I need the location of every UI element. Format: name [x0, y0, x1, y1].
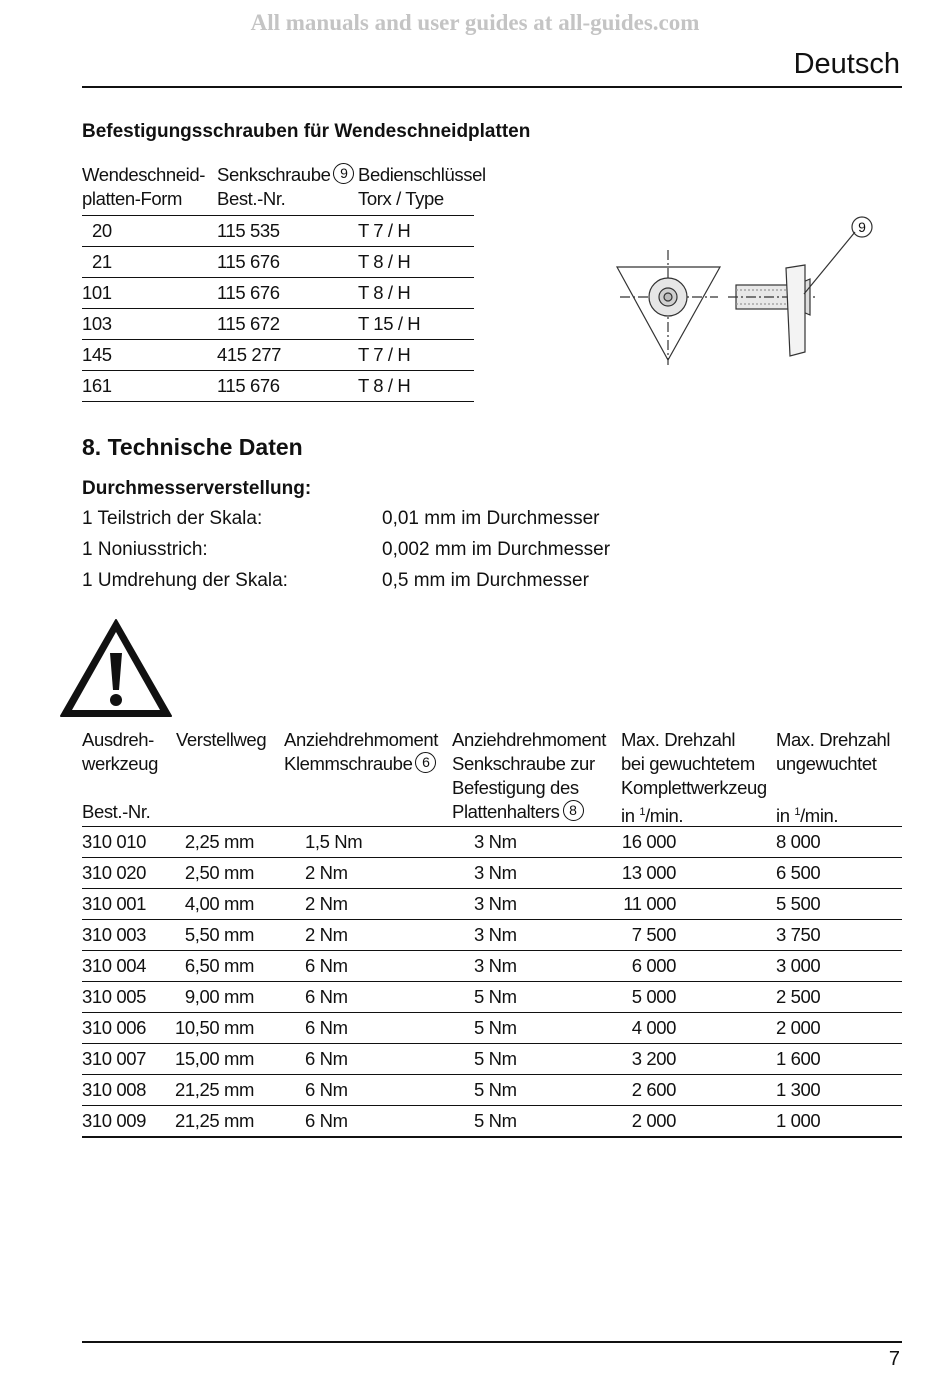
marker-6-icon: 6 — [415, 752, 436, 773]
tool-balanced-cell: 2 000 — [631, 1110, 676, 1131]
tool-unbalanced-cell: 5 500 — [776, 893, 821, 914]
spec-label-1: 1 Teilstrich der Skala: — [82, 508, 263, 529]
table-row — [82, 216, 474, 247]
screws-col-key: Bedienschlüssel Torx / Type — [358, 164, 486, 209]
tool-klemm-cell: 2 Nm — [305, 924, 348, 945]
tool-nr-cell: 310 008 — [82, 1079, 147, 1100]
tool-klemm-cell: 2 Nm — [305, 862, 348, 883]
warning-icon — [58, 617, 174, 719]
watermark: All manuals and user guides at all-guides.com — [250, 10, 700, 35]
screw-key-cell: T 8 / H — [358, 282, 411, 303]
tool-nr-cell: 310 001 — [82, 893, 147, 914]
spec-label-2: 1 Noniusstrich: — [82, 539, 208, 560]
screw-key-cell: T 7 / H — [358, 220, 411, 241]
tool-unbalanced-cell: 3 000 — [776, 955, 821, 976]
tool-klemm-cell: 2 Nm — [305, 893, 348, 914]
tool-klemm-cell: 1,5 Nm — [305, 831, 363, 852]
screw-form-cell: 21 — [92, 251, 112, 272]
screw-form-cell: 103 — [82, 313, 112, 334]
table-row — [82, 1013, 902, 1044]
tool-balanced-cell: 4 000 — [631, 1017, 676, 1038]
screw-key-cell: T 8 / H — [358, 251, 411, 272]
table-row — [82, 982, 902, 1013]
spec-value-3: 0,5 mm im Durchmesser — [382, 570, 589, 591]
marker-9-icon: 9 — [333, 163, 354, 184]
table-row — [82, 278, 474, 309]
tool-weg-cell: 21,25 mm — [174, 1079, 254, 1100]
tool-balanced-cell: 11 000 — [623, 893, 676, 914]
screw-key-cell: T 8 / H — [358, 375, 411, 396]
tool-klemm-cell: 6 Nm — [305, 1110, 348, 1131]
tool-senk-cell: 3 Nm — [474, 924, 517, 945]
tool-balanced-cell: 13 000 — [621, 862, 676, 883]
figure-marker-9: 9 — [858, 219, 866, 235]
screws-col-nr: Senkschraube 9 Best.-Nr. — [217, 163, 354, 211]
tool-unbalanced-cell: 3 750 — [776, 924, 821, 945]
table-row — [82, 247, 474, 278]
screw-form-cell: 101 — [82, 282, 112, 303]
screw-nr-cell: 115 535 — [217, 220, 280, 241]
tool-weg-cell: 15,00 mm — [174, 1048, 254, 1069]
tool-senk-cell: 5 Nm — [474, 1079, 517, 1100]
tool-balanced-cell: 2 600 — [631, 1079, 676, 1100]
screw-nr-cell: 115 676 — [217, 375, 280, 396]
tool-nr-cell: 310 005 — [82, 986, 147, 1007]
screw-key-cell: T 15 / H — [358, 313, 421, 334]
marker-8-icon: 8 — [563, 800, 584, 821]
tool-weg-cell: 9,00 mm — [184, 986, 254, 1007]
table-row — [82, 858, 902, 889]
tool-senk-cell: 5 Nm — [474, 1048, 517, 1069]
screw-nr-cell: 115 676 — [217, 251, 280, 272]
tool-weg-cell: 6,50 mm — [184, 955, 254, 976]
tool-nr-cell: 310 004 — [82, 955, 147, 976]
screw-nr-cell: 115 672 — [217, 313, 280, 334]
screws-table — [82, 163, 486, 402]
tools-col-weg: Verstellweg — [176, 729, 267, 750]
table-row — [82, 340, 474, 371]
tool-senk-cell: 5 Nm — [474, 1017, 517, 1038]
language-label: Deutsch — [793, 48, 900, 80]
tool-klemm-cell: 6 Nm — [305, 1017, 348, 1038]
table-row — [82, 1044, 902, 1075]
screw-form-cell: 161 — [82, 375, 112, 396]
tool-weg-cell: 4,00 mm — [184, 893, 254, 914]
header-rule — [82, 86, 902, 88]
screw-form-cell: 20 — [92, 220, 112, 241]
tool-nr-cell: 310 006 — [82, 1017, 147, 1038]
tool-balanced-cell: 3 200 — [631, 1048, 676, 1069]
screw-key-cell: T 7 / H — [358, 344, 411, 365]
page-number: 7 — [888, 1348, 900, 1370]
tools-table-header — [82, 728, 902, 827]
screws-table-header — [82, 163, 486, 216]
insert-screw-figure — [600, 210, 890, 380]
tool-senk-cell: 3 Nm — [474, 862, 517, 883]
spec-label-3: 1 Umdrehung der Skala: — [82, 570, 288, 591]
footer-rule — [82, 1341, 902, 1343]
tool-nr-cell: 310 010 — [82, 831, 147, 852]
table-row — [82, 371, 474, 402]
tool-unbalanced-cell: 6 500 — [776, 862, 821, 883]
tool-nr-cell: 310 007 — [82, 1048, 147, 1069]
screw-nr-cell: 415 277 — [217, 344, 282, 365]
tool-weg-cell: 5,50 mm — [184, 924, 254, 945]
table-row — [82, 1075, 902, 1106]
tools-col-nr: Ausdreh- werkzeug Best.-Nr. — [82, 729, 158, 822]
tool-klemm-cell: 6 Nm — [305, 1079, 348, 1100]
tool-nr-cell: 310 009 — [82, 1110, 147, 1131]
tool-weg-cell: 2,25 mm — [184, 831, 254, 852]
tool-unbalanced-cell: 1 600 — [776, 1048, 821, 1069]
table-row — [82, 1106, 902, 1138]
tool-senk-cell: 3 Nm — [474, 893, 517, 914]
tool-weg-cell: 10,50 mm — [174, 1017, 254, 1038]
table-row — [82, 889, 902, 920]
tool-balanced-cell: 6 000 — [631, 955, 676, 976]
tool-senk-cell: 5 Nm — [474, 1110, 517, 1131]
tool-balanced-cell: 7 500 — [631, 924, 676, 945]
tool-unbalanced-cell: 1 000 — [776, 1110, 821, 1131]
tools-col-balanced: Max. Drehzahl bei gewuchtetem Komplettwerkzeug in $^1$/min. — [621, 729, 767, 827]
diameter-subheading: Durchmesserverstellung: — [82, 478, 312, 499]
tool-klemm-cell: 6 Nm — [305, 1048, 348, 1069]
tool-senk-cell: 3 Nm — [474, 831, 517, 852]
tool-nr-cell: 310 003 — [82, 924, 147, 945]
screws-heading: Befestigungsschrauben für Wendeschneidplatten — [82, 121, 531, 142]
tool-balanced-cell: 16 000 — [621, 831, 676, 852]
tool-unbalanced-cell: 2 000 — [776, 1017, 821, 1038]
tool-klemm-cell: 6 Nm — [305, 986, 348, 1007]
spec-value-1: 0,01 mm im Durchmesser — [382, 508, 600, 529]
tools-col-senk: Anziehdrehmoment Senkschraube zur Befestigung des Plattenhalters 8 — [452, 729, 607, 822]
screws-col-form: Wendeschneid- platten-Form — [82, 164, 206, 209]
tool-weg-cell: 21,25 mm — [174, 1110, 254, 1131]
table-row — [82, 827, 902, 858]
section-heading: 8. Technische Daten — [82, 434, 303, 460]
tool-unbalanced-cell: 2 500 — [776, 986, 821, 1007]
tools-col-unbalanced: Max. Drehzahl ungewuchtet in $^1$/min. — [776, 729, 891, 827]
table-row — [82, 920, 902, 951]
tools-col-klemm: Anziehdrehmoment Klemmschraube 6 — [284, 729, 439, 774]
tools-table — [82, 728, 902, 1138]
tool-senk-cell: 3 Nm — [474, 955, 517, 976]
table-row — [82, 309, 474, 340]
screw-form-cell: 145 — [82, 344, 112, 365]
table-row — [82, 951, 902, 982]
screw-nr-cell: 115 676 — [217, 282, 280, 303]
tool-nr-cell: 310 020 — [82, 862, 147, 883]
tool-weg-cell: 2,50 mm — [184, 862, 254, 883]
tool-klemm-cell: 6 Nm — [305, 955, 348, 976]
tool-senk-cell: 5 Nm — [474, 986, 517, 1007]
tool-balanced-cell: 5 000 — [631, 986, 676, 1007]
spec-value-2: 0,002 mm im Durchmesser — [382, 539, 611, 560]
tool-unbalanced-cell: 8 000 — [776, 831, 821, 852]
tool-unbalanced-cell: 1 300 — [776, 1079, 821, 1100]
